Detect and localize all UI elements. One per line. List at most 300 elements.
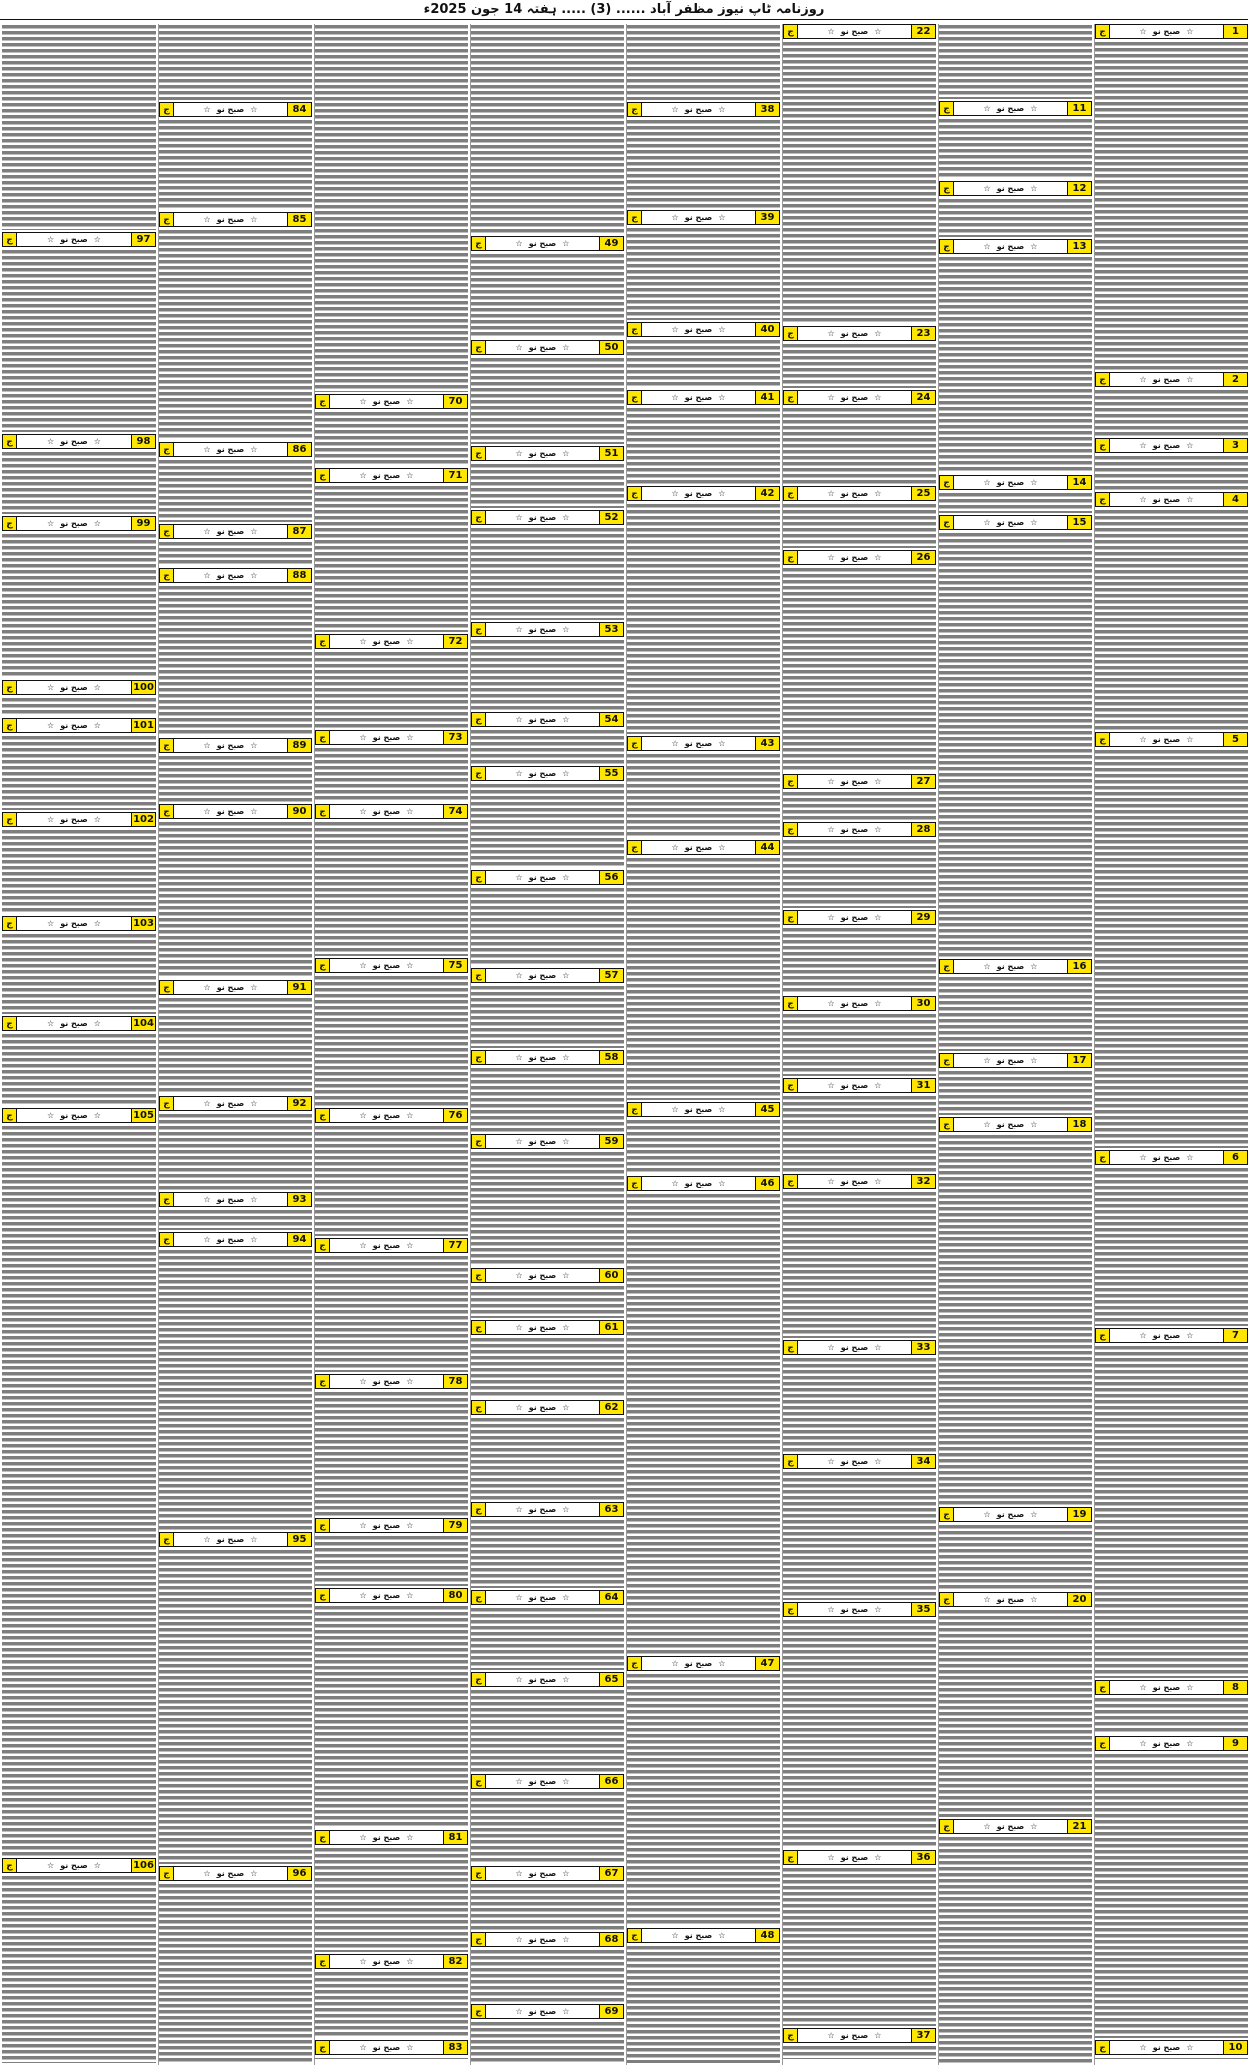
entry-number: 2 bbox=[1223, 373, 1247, 386]
entry-header bbox=[471, 1268, 624, 1283]
star-icon: ☆ bbox=[874, 825, 882, 834]
entry-header bbox=[783, 1850, 936, 1865]
star-icon: ☆ bbox=[359, 1241, 367, 1250]
classified-entry bbox=[315, 1830, 468, 1954]
entry-label: صبح نو bbox=[528, 1137, 557, 1146]
entry-text bbox=[783, 927, 936, 994]
entry-text bbox=[939, 492, 1092, 513]
star-icon: ☆ bbox=[671, 325, 679, 334]
entry-header bbox=[471, 340, 624, 355]
star-icon: ☆ bbox=[827, 999, 835, 1008]
entry-number: 14 bbox=[1067, 476, 1091, 489]
entry-number: 7 bbox=[1223, 1329, 1247, 1342]
star-icon: ☆ bbox=[718, 325, 726, 334]
entry-number: 34 bbox=[911, 1455, 935, 1468]
classified-entry bbox=[783, 1174, 936, 1340]
entry-label: صبح نو bbox=[840, 1605, 869, 1614]
entry-label: صبح نو bbox=[372, 1241, 401, 1250]
star-icon: ☆ bbox=[203, 1195, 211, 1204]
entry-label: صبح نو bbox=[60, 919, 88, 928]
star-icon: ☆ bbox=[562, 1271, 570, 1280]
star-icon: ☆ bbox=[250, 1195, 258, 1204]
entry-label: صبح نو bbox=[372, 397, 401, 406]
entry-tag: ج bbox=[472, 1933, 486, 1946]
star-icon: ☆ bbox=[406, 1111, 414, 1120]
entry-label: صبح نو bbox=[1152, 375, 1181, 384]
entry-text bbox=[471, 2021, 624, 2063]
entry-label: صبح نو bbox=[1152, 2043, 1181, 2052]
star-icon: ☆ bbox=[250, 807, 258, 816]
entry-text bbox=[471, 1949, 624, 2002]
classified-entry bbox=[627, 736, 780, 840]
entry-number: 40 bbox=[755, 323, 779, 336]
entry-tag: ج bbox=[316, 2041, 330, 2054]
entry-label: صبح نو bbox=[840, 1343, 869, 1352]
classified-entry bbox=[159, 1192, 312, 1232]
classified-entry bbox=[471, 1590, 624, 1672]
entry-tag: ج bbox=[940, 516, 954, 529]
star-icon: ☆ bbox=[874, 1457, 882, 1466]
star-icon: ☆ bbox=[874, 1081, 882, 1090]
entry-header bbox=[2, 434, 156, 449]
entry-number: 82 bbox=[443, 1955, 467, 1968]
classified-entry bbox=[939, 515, 1092, 959]
star-icon: ☆ bbox=[671, 1931, 679, 1940]
entry-header bbox=[939, 239, 1092, 254]
entry-label: صبح نو bbox=[528, 873, 557, 882]
entry-text bbox=[471, 357, 624, 444]
entry-label: صبح نو bbox=[216, 807, 245, 816]
entry-text bbox=[471, 1607, 624, 1670]
column-7 bbox=[158, 24, 312, 2065]
star-icon: ☆ bbox=[250, 741, 258, 750]
star-icon: ☆ bbox=[983, 478, 991, 487]
column-6 bbox=[314, 24, 468, 2065]
entry-header bbox=[783, 326, 936, 341]
star-icon: ☆ bbox=[718, 1931, 726, 1940]
entry-tag: ج bbox=[160, 981, 174, 994]
entry-tag: ج bbox=[472, 1867, 486, 1880]
entry-label: صبح نو bbox=[528, 1403, 557, 1412]
classified-entry bbox=[471, 712, 624, 766]
star-icon: ☆ bbox=[406, 1377, 414, 1386]
entry-text bbox=[2, 24, 156, 230]
classified-entry bbox=[471, 1268, 624, 1320]
entry-label: صبح نو bbox=[996, 478, 1025, 487]
entry-text bbox=[627, 339, 780, 388]
entry-tag: ج bbox=[160, 213, 174, 226]
star-icon: ☆ bbox=[203, 1535, 211, 1544]
classified-entry bbox=[315, 394, 468, 468]
classified-entry bbox=[627, 1176, 780, 1656]
entry-header bbox=[783, 1078, 936, 1093]
entry-text bbox=[471, 887, 624, 966]
entry-tag: ج bbox=[3, 435, 17, 448]
star-icon: ☆ bbox=[874, 553, 882, 562]
star-icon: ☆ bbox=[983, 242, 991, 251]
entry-number: 55 bbox=[599, 767, 623, 780]
entry-text bbox=[471, 1791, 624, 1864]
entry-header bbox=[939, 1819, 1092, 1834]
star-icon: ☆ bbox=[1030, 1595, 1038, 1604]
star-icon: ☆ bbox=[1030, 1822, 1038, 1831]
classified-entry bbox=[627, 24, 780, 102]
entry-header bbox=[315, 1954, 468, 1969]
entry-label: صبح نو bbox=[372, 637, 401, 646]
star-icon: ☆ bbox=[827, 1343, 835, 1352]
classified-entry bbox=[627, 1928, 780, 2065]
star-icon: ☆ bbox=[1186, 1153, 1194, 1162]
classified-entry bbox=[2, 1108, 156, 1858]
entry-text bbox=[1095, 41, 1248, 370]
entry-number: 95 bbox=[287, 1533, 311, 1546]
entry-number: 49 bbox=[599, 237, 623, 250]
star-icon: ☆ bbox=[47, 437, 55, 446]
entry-tag: ج bbox=[784, 1079, 798, 1092]
entry-header bbox=[783, 1602, 936, 1617]
star-icon: ☆ bbox=[562, 769, 570, 778]
entry-header bbox=[783, 1340, 936, 1355]
entry-header bbox=[783, 2028, 936, 2043]
entry-tag: ج bbox=[940, 476, 954, 489]
entry-label: صبح نو bbox=[996, 242, 1025, 251]
entry-text bbox=[471, 1689, 624, 1772]
star-icon: ☆ bbox=[874, 1343, 882, 1352]
entry-number: 32 bbox=[911, 1175, 935, 1188]
entry-number: 67 bbox=[599, 1867, 623, 1880]
entry-text bbox=[939, 1070, 1092, 1115]
entry-number: 19 bbox=[1067, 1508, 1091, 1521]
star-icon: ☆ bbox=[718, 739, 726, 748]
classified-entry bbox=[159, 980, 312, 1096]
classified-entry bbox=[939, 24, 1092, 101]
star-icon: ☆ bbox=[874, 1853, 882, 1862]
entry-header bbox=[939, 1117, 1092, 1132]
entry-number: 5 bbox=[1223, 733, 1247, 746]
entry-header bbox=[315, 468, 468, 483]
entry-number: 76 bbox=[443, 1109, 467, 1122]
entry-text bbox=[159, 1883, 312, 2063]
star-icon: ☆ bbox=[359, 733, 367, 742]
star-icon: ☆ bbox=[250, 1869, 258, 1878]
entry-number: 69 bbox=[599, 2005, 623, 2018]
entry-text bbox=[1095, 2057, 1248, 2059]
star-icon: ☆ bbox=[93, 1111, 101, 1120]
star-icon: ☆ bbox=[671, 489, 679, 498]
entry-text bbox=[159, 24, 312, 100]
star-icon: ☆ bbox=[515, 513, 523, 522]
star-icon: ☆ bbox=[515, 1137, 523, 1146]
entry-text bbox=[471, 1883, 624, 1930]
star-icon: ☆ bbox=[203, 983, 211, 992]
entry-number: 63 bbox=[599, 1503, 623, 1516]
entry-tag: ج bbox=[628, 1657, 642, 1670]
entry-header bbox=[159, 1866, 312, 1881]
star-icon: ☆ bbox=[515, 971, 523, 980]
classified-entry bbox=[315, 1238, 468, 1374]
star-icon: ☆ bbox=[671, 1105, 679, 1114]
star-icon: ☆ bbox=[359, 1111, 367, 1120]
entry-tag: ج bbox=[316, 959, 330, 972]
star-icon: ☆ bbox=[1139, 1153, 1147, 1162]
star-icon: ☆ bbox=[359, 807, 367, 816]
entry-tag: ج bbox=[3, 719, 17, 732]
star-icon: ☆ bbox=[47, 919, 55, 928]
entry-label: صبح نو bbox=[840, 999, 869, 1008]
entry-tag: ج bbox=[1096, 25, 1110, 38]
entry-tag: ج bbox=[316, 1589, 330, 1602]
entry-number: 46 bbox=[755, 1177, 779, 1190]
entry-tag: ج bbox=[472, 1135, 486, 1148]
entry-text bbox=[627, 1119, 780, 1174]
entry-header bbox=[2, 680, 156, 695]
star-icon: ☆ bbox=[671, 1659, 679, 1668]
entry-header bbox=[471, 1320, 624, 1335]
star-icon: ☆ bbox=[718, 213, 726, 222]
entry-tag: ج bbox=[472, 969, 486, 982]
entry-tag: ج bbox=[784, 487, 798, 500]
entry-label: صبح نو bbox=[684, 1931, 713, 1940]
classified-entry bbox=[471, 236, 624, 340]
entry-text bbox=[315, 1605, 468, 1828]
classified-entry bbox=[471, 1050, 624, 1134]
entry-label: صبح نو bbox=[528, 769, 557, 778]
entry-header bbox=[2, 232, 156, 247]
entry-text bbox=[315, 1125, 468, 1236]
star-icon: ☆ bbox=[1030, 242, 1038, 251]
entry-label: صبح نو bbox=[840, 913, 869, 922]
star-icon: ☆ bbox=[983, 1822, 991, 1831]
entry-header bbox=[159, 980, 312, 995]
entry-text bbox=[627, 857, 780, 1100]
entry-tag: ج bbox=[784, 327, 798, 340]
star-icon: ☆ bbox=[1030, 478, 1038, 487]
star-icon: ☆ bbox=[827, 489, 835, 498]
entry-label: صبح نو bbox=[528, 625, 557, 634]
star-icon: ☆ bbox=[874, 27, 882, 36]
entry-number: 53 bbox=[599, 623, 623, 636]
entry-header bbox=[159, 738, 312, 753]
classified-entry bbox=[159, 1866, 312, 2065]
classified-entry bbox=[939, 959, 1092, 1053]
entry-number: 30 bbox=[911, 997, 935, 1010]
entry-text bbox=[627, 1193, 780, 1654]
star-icon: ☆ bbox=[515, 873, 523, 882]
entry-tag: ج bbox=[3, 517, 17, 530]
classified-entry bbox=[1095, 2040, 1248, 2065]
entry-number: 101 bbox=[131, 719, 155, 732]
entry-label: صبح نو bbox=[684, 325, 713, 334]
entry-text bbox=[783, 1095, 936, 1172]
entry-label: صبح نو bbox=[528, 1323, 557, 1332]
star-icon: ☆ bbox=[250, 215, 258, 224]
star-icon: ☆ bbox=[406, 807, 414, 816]
entry-label: صبح نو bbox=[528, 1869, 557, 1878]
star-icon: ☆ bbox=[359, 1957, 367, 1966]
star-icon: ☆ bbox=[562, 873, 570, 882]
entry-label: صبح نو bbox=[528, 1505, 557, 1514]
entry-header bbox=[471, 766, 624, 781]
column-2 bbox=[938, 24, 1092, 2065]
star-icon: ☆ bbox=[718, 1659, 726, 1668]
entry-text bbox=[783, 2045, 936, 2059]
classified-entry bbox=[159, 1232, 312, 1532]
star-icon: ☆ bbox=[406, 1241, 414, 1250]
star-icon: ☆ bbox=[874, 1605, 882, 1614]
entry-label: صبح نو bbox=[216, 105, 245, 114]
star-icon: ☆ bbox=[93, 919, 101, 928]
entry-number: 81 bbox=[443, 1831, 467, 1844]
star-icon: ☆ bbox=[515, 1593, 523, 1602]
star-icon: ☆ bbox=[515, 1869, 523, 1878]
entry-text bbox=[315, 411, 468, 466]
entry-label: صبح نو bbox=[684, 489, 713, 498]
entry-label: صبح نو bbox=[216, 983, 245, 992]
entry-number: 20 bbox=[1067, 1593, 1091, 1606]
entry-label: صبح نو bbox=[840, 1853, 869, 1862]
star-icon: ☆ bbox=[515, 1271, 523, 1280]
star-icon: ☆ bbox=[562, 1053, 570, 1062]
entry-tag: ج bbox=[940, 960, 954, 973]
entry-header bbox=[315, 1374, 468, 1389]
entry-header bbox=[1095, 24, 1248, 39]
classified-entry bbox=[159, 442, 312, 524]
entry-number: 8 bbox=[1223, 1681, 1247, 1694]
star-icon: ☆ bbox=[827, 1081, 835, 1090]
entry-tag: ج bbox=[3, 1859, 17, 1872]
classified-entry bbox=[159, 524, 312, 568]
entry-label: صبح نو bbox=[60, 437, 88, 446]
entry-tag: ج bbox=[628, 211, 642, 224]
entry-text bbox=[939, 1524, 1092, 1590]
entry-number: 74 bbox=[443, 805, 467, 818]
entry-header bbox=[315, 634, 468, 649]
entry-header bbox=[783, 996, 936, 1011]
entry-tag: ج bbox=[472, 2005, 486, 2018]
entry-tag: ج bbox=[472, 1401, 486, 1414]
star-icon: ☆ bbox=[47, 721, 55, 730]
classified-entry bbox=[471, 870, 624, 968]
classified-entry bbox=[471, 1672, 624, 1774]
star-icon: ☆ bbox=[515, 1323, 523, 1332]
entry-header bbox=[939, 181, 1092, 196]
entry-text bbox=[627, 753, 780, 838]
entry-label: صبح نو bbox=[528, 449, 557, 458]
star-icon: ☆ bbox=[515, 1403, 523, 1412]
classified-entry bbox=[471, 1400, 624, 1502]
classified-entry bbox=[315, 468, 468, 634]
entry-label: صبح نو bbox=[528, 239, 557, 248]
star-icon: ☆ bbox=[515, 1935, 523, 1944]
entry-label: صبح نو bbox=[528, 2007, 557, 2016]
entry-number: 78 bbox=[443, 1375, 467, 1388]
entry-text bbox=[315, 1391, 468, 1516]
classified-entry bbox=[939, 1507, 1092, 1592]
entry-text bbox=[783, 1013, 936, 1076]
classified-entry bbox=[159, 738, 312, 804]
entry-number: 104 bbox=[131, 1017, 155, 1030]
classified-entry bbox=[315, 2040, 468, 2065]
entry-header bbox=[471, 1672, 624, 1687]
entry-label: صبح نو bbox=[216, 445, 245, 454]
star-icon: ☆ bbox=[718, 489, 726, 498]
entry-text bbox=[159, 119, 312, 210]
entry-header bbox=[471, 1932, 624, 1947]
classified-entry bbox=[471, 1134, 624, 1268]
entry-text bbox=[315, 747, 468, 802]
entry-header bbox=[939, 475, 1092, 490]
star-icon: ☆ bbox=[203, 1869, 211, 1878]
entry-header bbox=[783, 774, 936, 789]
classified-entry bbox=[783, 1850, 936, 2028]
entry-tag: ج bbox=[1096, 2041, 1110, 2054]
star-icon: ☆ bbox=[47, 519, 55, 528]
entry-header bbox=[471, 1590, 624, 1605]
entry-header bbox=[315, 1518, 468, 1533]
star-icon: ☆ bbox=[562, 1403, 570, 1412]
classified-entry bbox=[471, 510, 624, 622]
entry-text bbox=[471, 527, 624, 620]
star-icon: ☆ bbox=[671, 393, 679, 402]
entry-tag: ج bbox=[628, 487, 642, 500]
entry-text bbox=[627, 119, 780, 208]
classified-entry bbox=[471, 1502, 624, 1590]
star-icon: ☆ bbox=[93, 1019, 101, 1028]
entry-number: 33 bbox=[911, 1341, 935, 1354]
classified-entry bbox=[2, 812, 156, 916]
entry-header bbox=[939, 959, 1092, 974]
entry-label: صبح نو bbox=[996, 962, 1025, 971]
star-icon: ☆ bbox=[1139, 495, 1147, 504]
entry-text bbox=[159, 1209, 312, 1230]
star-icon: ☆ bbox=[983, 1510, 991, 1519]
classified-entry bbox=[783, 1602, 936, 1850]
entry-text bbox=[471, 253, 624, 338]
entry-tag: ج bbox=[1096, 493, 1110, 506]
classified-entry bbox=[471, 1774, 624, 1866]
star-icon: ☆ bbox=[562, 1505, 570, 1514]
entry-tag: ج bbox=[316, 1239, 330, 1252]
entry-number: 11 bbox=[1067, 102, 1091, 115]
entry-label: صبح نو bbox=[840, 1177, 869, 1186]
entry-label: صبح نو bbox=[996, 1510, 1025, 1519]
star-icon: ☆ bbox=[718, 105, 726, 114]
star-icon: ☆ bbox=[47, 1019, 55, 1028]
entry-label: صبح نو bbox=[60, 683, 88, 692]
classified-entry bbox=[627, 1102, 780, 1176]
entry-header bbox=[471, 622, 624, 637]
entry-header bbox=[471, 446, 624, 461]
star-icon: ☆ bbox=[93, 721, 101, 730]
classified-entry bbox=[783, 996, 936, 1078]
entry-label: صبح نو bbox=[372, 733, 401, 742]
entry-text bbox=[2, 451, 156, 514]
entry-tag: ج bbox=[472, 447, 486, 460]
entry-label: صبح نو bbox=[528, 343, 557, 352]
entry-tag: ج bbox=[784, 823, 798, 836]
entry-header bbox=[471, 870, 624, 885]
entry-text bbox=[315, 975, 468, 1106]
entry-label: صبح نو bbox=[684, 1105, 713, 1114]
entry-number: 47 bbox=[755, 1657, 779, 1670]
star-icon: ☆ bbox=[359, 1521, 367, 1530]
star-icon: ☆ bbox=[827, 1457, 835, 1466]
entry-tag: ج bbox=[784, 911, 798, 924]
entry-tag: ج bbox=[784, 997, 798, 1010]
entry-tag: ج bbox=[940, 1820, 954, 1833]
star-icon: ☆ bbox=[359, 961, 367, 970]
entry-header bbox=[315, 1830, 468, 1845]
